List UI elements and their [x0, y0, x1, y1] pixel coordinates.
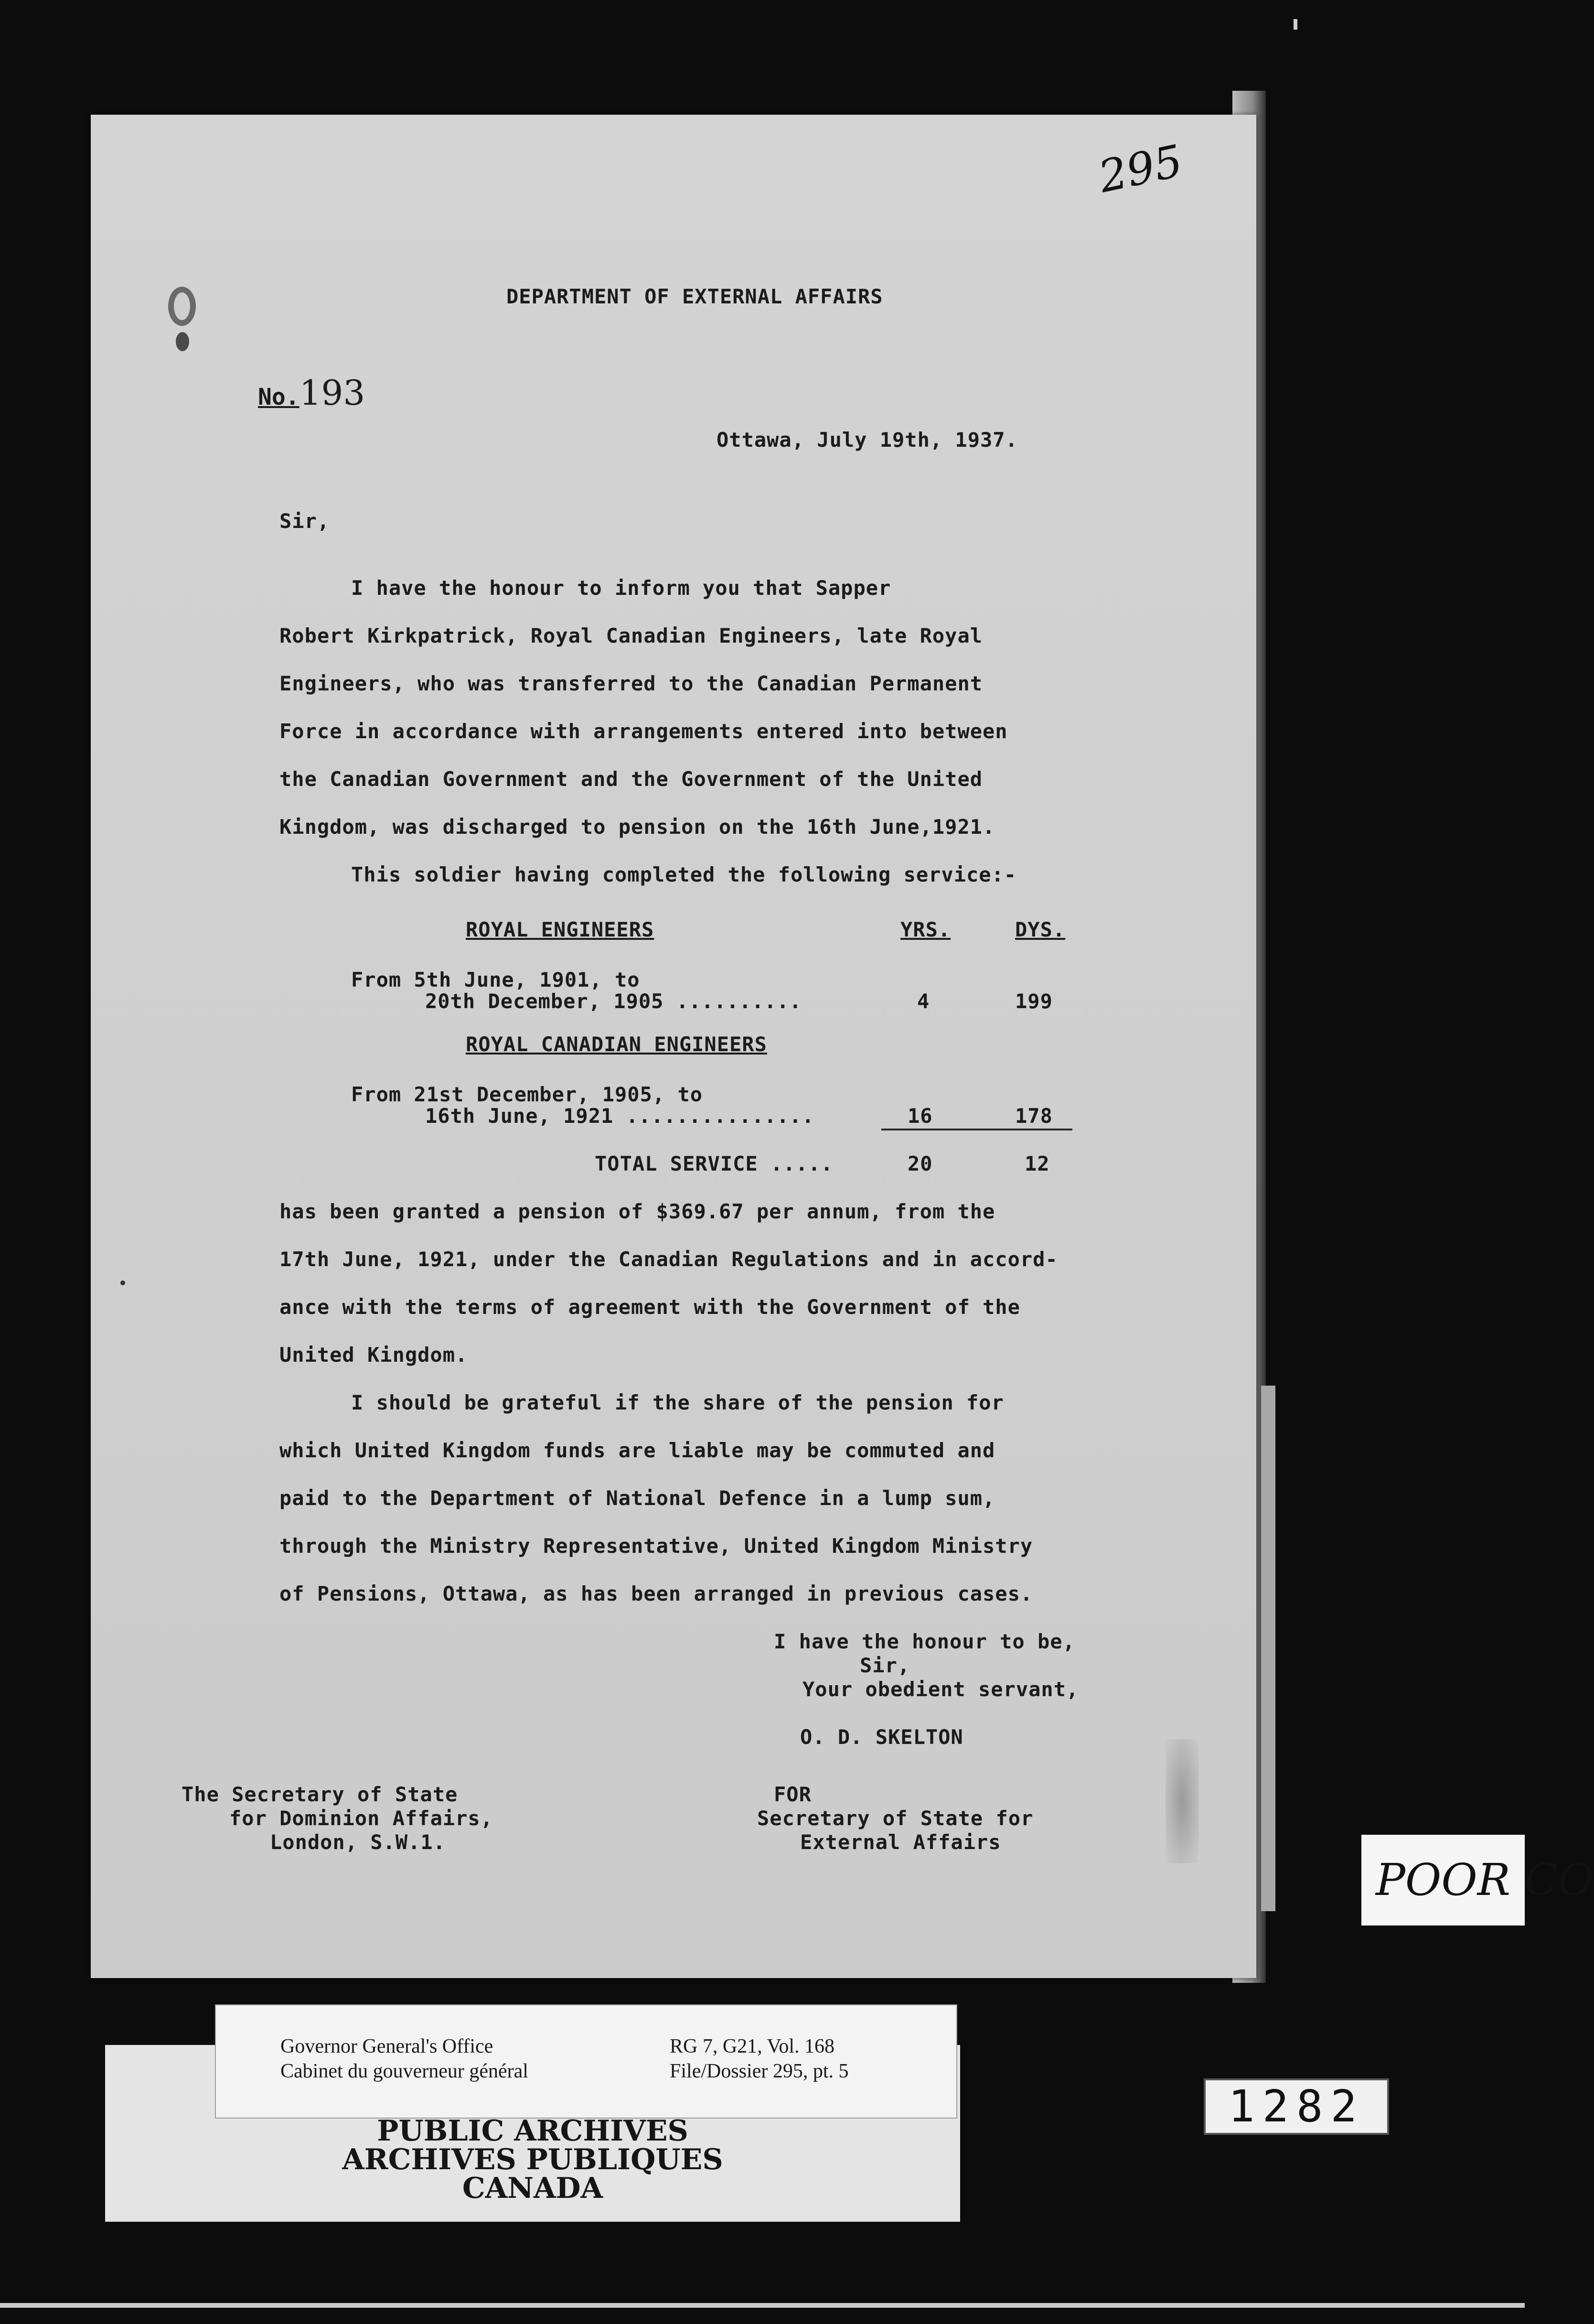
body-line: the Canadian Government and the Government of the United [279, 767, 983, 791]
closing-line: I have the honour to be, [774, 1630, 1075, 1653]
archive-title [105, 2114, 960, 2205]
body-line: Engineers, who was transferred to the Canadian Permanent [279, 672, 983, 695]
body-line: This soldier having completed the following service:- [351, 863, 1017, 886]
signer-line: FOR [774, 1783, 812, 1806]
signature: O. D. SKELTON [800, 1725, 963, 1749]
body-line: which United Kingdom funds are liable may be commuted and [279, 1439, 995, 1462]
addressee-line: The Secretary of State [182, 1783, 458, 1806]
service-row-days: 199 [1015, 990, 1053, 1013]
service-section-title: ROYAL ENGINEERS [466, 918, 654, 941]
handwritten-page-number: 295 [1094, 135, 1187, 203]
service-row-line: 16th June, 1921 ............... [425, 1104, 814, 1128]
body-line: has been granted a pension of $369.67 per annum, from the [279, 1200, 995, 1223]
archive-title-line: ARCHIVES PUBLIQUES [342, 2143, 723, 2176]
total-service-days: 12 [1025, 1152, 1050, 1175]
total-service-years: 20 [908, 1152, 933, 1175]
body-line: 17th June, 1921, under the Canadian Regulations and in accord- [279, 1248, 1058, 1271]
service-row-line: From 5th June, 1901, to [351, 968, 640, 991]
body-line: I have the honour to inform you that Sapper [351, 576, 891, 600]
body-line: ance with the terms of agreement with the Government of the [279, 1295, 1020, 1319]
punch-hole-icon [168, 287, 196, 326]
signer-line: External Affairs [800, 1830, 1001, 1854]
margin-dot [120, 1280, 125, 1285]
service-col-days: DYS. [1015, 918, 1066, 941]
archive-title-line: CANADA [462, 2172, 603, 2205]
body-line: I should be grateful if the share of the pension for [351, 1391, 1004, 1414]
body-line: Robert Kirkpatrick, Royal Canadian Engineers, late Royal [279, 624, 983, 647]
archive-file: File/Dossier 295, pt. 5 [670, 2060, 849, 2082]
archive-reference: RG 7, G21, Vol. 168 [670, 2035, 835, 2057]
frame-counter: 1282 [1204, 2078, 1389, 2135]
body-line: Force in accordance with arrangements entered into between [279, 720, 1008, 743]
service-row-line: 20th December, 1905 .......... [425, 990, 802, 1013]
total-service-label: TOTAL SERVICE ..... [595, 1152, 834, 1175]
document-number [258, 373, 365, 413]
service-row-years: 16 [908, 1104, 933, 1128]
body-line: paid to the Department of National Defence in a lump sum, [279, 1486, 995, 1510]
sum-rule [881, 1129, 1072, 1130]
closing-line: Sir, [860, 1654, 910, 1677]
film-tick-mark [1294, 19, 1297, 30]
service-row-line: From 21st December, 1905, to [351, 1083, 703, 1106]
stamp-smudge [1166, 1739, 1199, 1863]
body-line: through the Ministry Representative, United Kingdom Ministry [279, 1534, 1033, 1558]
document-number-prefix: No. [258, 384, 300, 410]
punch-hole-icon [176, 332, 189, 351]
poor-copy-note: POOR CO [1361, 1835, 1525, 1926]
service-col-years: YRS. [900, 918, 951, 941]
archive-title-line: PUBLIC ARCHIVES [377, 2114, 688, 2148]
service-row-days: 178 [1015, 1104, 1053, 1128]
service-section-title: ROYAL CANADIAN ENGINEERS [466, 1033, 767, 1056]
addressee-line: London, S.W.1. [270, 1830, 446, 1854]
place-date: Ottawa, July 19th, 1937. [717, 428, 1018, 452]
sheet-tab [1261, 1386, 1275, 1911]
archive-office-fr: Cabinet du gouverneur général [280, 2060, 528, 2082]
archive-label [215, 2004, 957, 2119]
closing-line: Your obedient servant, [802, 1678, 1079, 1701]
salutation: Sir, [279, 509, 330, 533]
letterhead: DEPARTMENT OF EXTERNAL AFFAIRS [506, 285, 883, 308]
addressee-line: for Dominion Affairs, [229, 1807, 493, 1830]
document-number-value: 193 [299, 373, 365, 413]
body-line: United Kingdom. [279, 1343, 468, 1366]
service-row-years: 4 [917, 990, 930, 1013]
body-line: Kingdom, was discharged to pension on the 16th June,1921. [279, 815, 995, 839]
body-line: of Pensions, Ottawa, as has been arranged in previous cases. [279, 1582, 1033, 1605]
signer-line: Secretary of State for [757, 1807, 1034, 1830]
archive-office-en: Governor General's Office [280, 2035, 493, 2057]
film-edge-line [0, 2303, 1525, 2308]
